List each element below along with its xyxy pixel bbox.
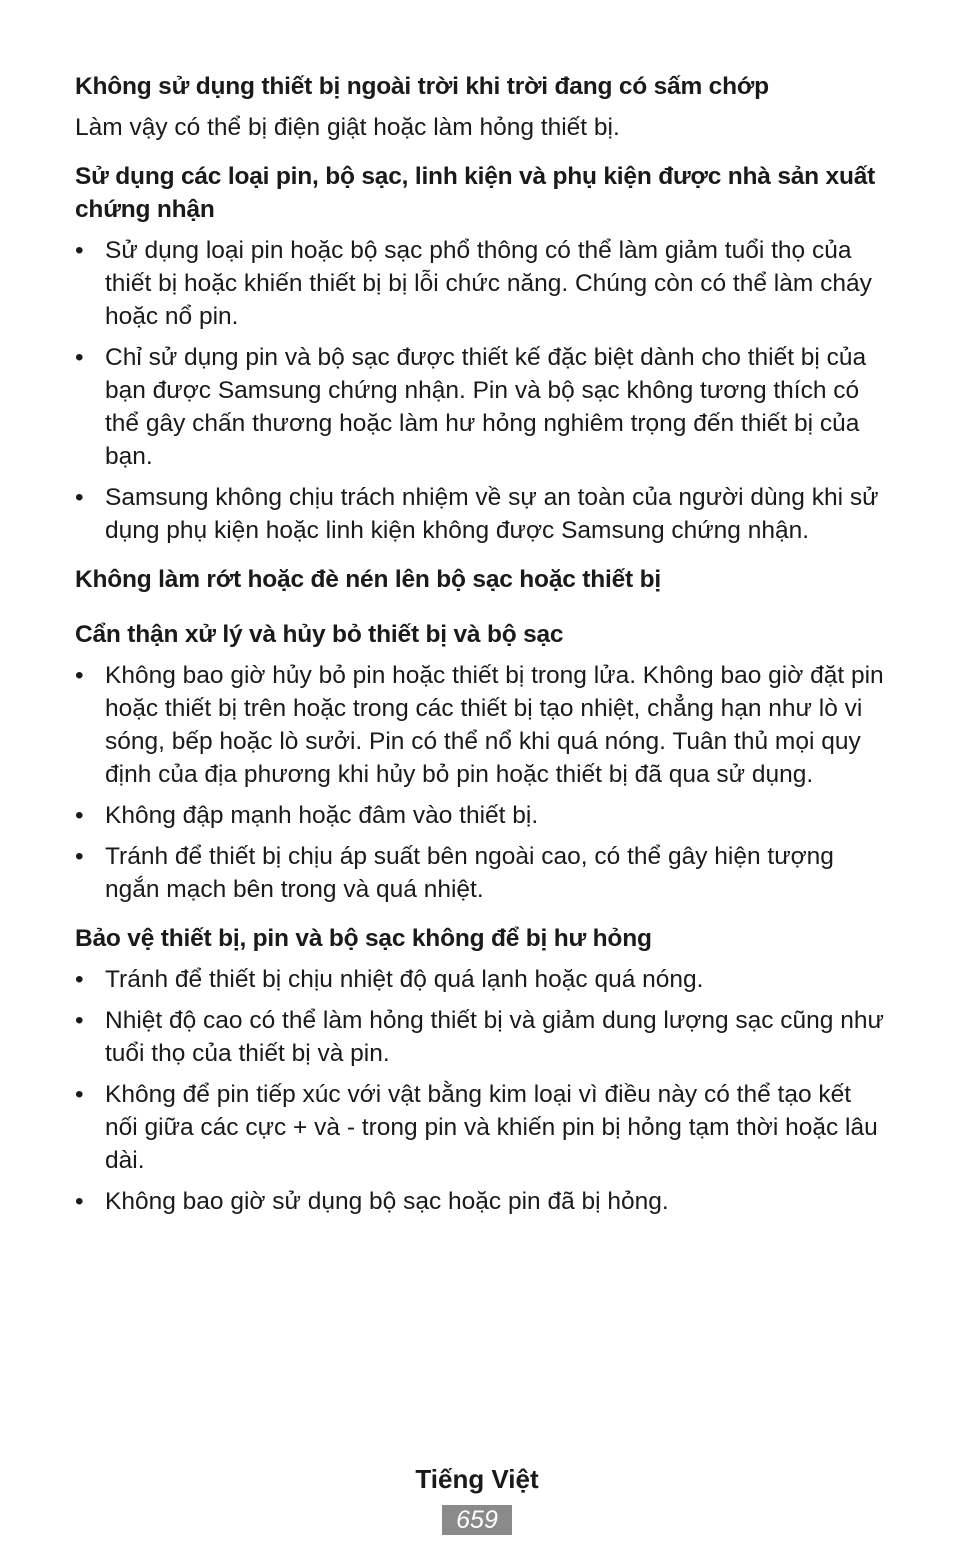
section-heading: Không làm rớt hoặc đè nén lên bộ sạc hoặc thiết bị: [75, 566, 661, 593]
section-disposal: [75, 618, 887, 906]
bullet-list: [75, 963, 887, 1218]
list-item-text: Không đập mạnh hoặc đâm vào thiết bị.: [105, 802, 539, 829]
bullet-dot: •: [75, 237, 84, 264]
list-item-text: Tránh để thiết bị chịu áp suất bên ngoài cao, có thể gây hiện tượng ngắn mạch bên trong và quá nhiệt.: [105, 843, 834, 903]
list-item: [75, 1004, 887, 1070]
list-item-text: Chỉ sử dụng pin và bộ sạc được thiết kế đặc biệt dành cho thiết bị của bạn được Samsung chứng nhận. Pin và bộ sạc không tương thích có thể gây chấn thương hoặc làm hư hỏng nghiêm trọng đến thiết bị của bạn.: [105, 344, 867, 470]
section-lightning: [75, 70, 887, 144]
bullet-list: [75, 234, 887, 547]
section-no-drop: [75, 563, 887, 596]
section-protection: [75, 922, 887, 1218]
section-certified-accessories: [75, 160, 887, 547]
bullet-dot: •: [75, 1007, 84, 1034]
list-item-text: Sử dụng loại pin hoặc bộ sạc phổ thông có thể làm giảm tuổi thọ của thiết bị hoặc khiến thiết bị bị lỗi chức năng. Chúng còn có thể làm cháy hoặc nổ pin.: [105, 237, 872, 330]
footer-language-label: Tiếng Việt: [415, 1464, 539, 1494]
list-item: [75, 963, 887, 996]
bullet-dot: •: [75, 344, 84, 371]
bullet-dot: •: [75, 1081, 84, 1108]
list-item: [75, 341, 887, 473]
list-item-text: Không bao giờ hủy bỏ pin hoặc thiết bị trong lửa. Không bao giờ đặt pin hoặc thiết bị trên hoặc trong các thiết bị tạo nhiệt, chẳng hạn như lò vi sóng, bếp hoặc lò sưởi. Pin có thể nổ khi quá nóng. Tuân thủ mọi quy định của địa phương khi hủy bỏ pin hoặc thiết bị đã qua sử dụng.: [105, 662, 884, 788]
bullet-dot: •: [75, 966, 84, 993]
section-paragraph: Làm vậy có thể bị điện giật hoặc làm hỏng thiết bị.: [75, 114, 620, 141]
list-item: [75, 234, 887, 333]
section-heading: Không sử dụng thiết bị ngoài trời khi trời đang có sấm chớp: [75, 73, 769, 100]
list-item-text: Không bao giờ sử dụng bộ sạc hoặc pin đã bị hỏng.: [105, 1188, 669, 1215]
list-item-text: Tránh để thiết bị chịu nhiệt độ quá lạnh hoặc quá nóng.: [105, 966, 704, 993]
bullet-dot: •: [75, 662, 84, 689]
bullet-dot: •: [75, 843, 84, 870]
section-heading: Cẩn thận xử lý và hủy bỏ thiết bị và bộ sạc: [75, 621, 564, 648]
list-item: [75, 1078, 887, 1177]
list-item: [75, 799, 887, 832]
document-body: [75, 70, 887, 1234]
bullet-dot: •: [75, 1188, 84, 1215]
page-number: 659: [442, 1505, 512, 1535]
bullet-dot: •: [75, 484, 84, 511]
bullet-dot: •: [75, 802, 84, 829]
list-item-text: Samsung không chịu trách nhiệm về sự an toàn của người dùng khi sử dụng phụ kiện hoặc linh kiện không được Samsung chứng nhận.: [105, 484, 879, 544]
list-item: [75, 840, 887, 906]
list-item: [75, 659, 887, 791]
section-heading: Bảo vệ thiết bị, pin và bộ sạc không để bị hư hỏng: [75, 925, 652, 952]
list-item: [75, 481, 887, 547]
list-item: [75, 1185, 887, 1218]
bullet-list: [75, 659, 887, 906]
list-item-text: Nhiệt độ cao có thể làm hỏng thiết bị và giảm dung lượng sạc cũng như tuổi thọ của thiết bị và pin.: [105, 1007, 884, 1067]
list-item-text: Không để pin tiếp xúc với vật bằng kim loại vì điều này có thể tạo kết nối giữa các cực + và - trong pin và khiến pin bị hỏng tạm thời hoặc lâu dài.: [105, 1081, 878, 1174]
section-heading: Sử dụng các loại pin, bộ sạc, linh kiện và phụ kiện được nhà sản xuất chứng nhận: [75, 163, 876, 223]
